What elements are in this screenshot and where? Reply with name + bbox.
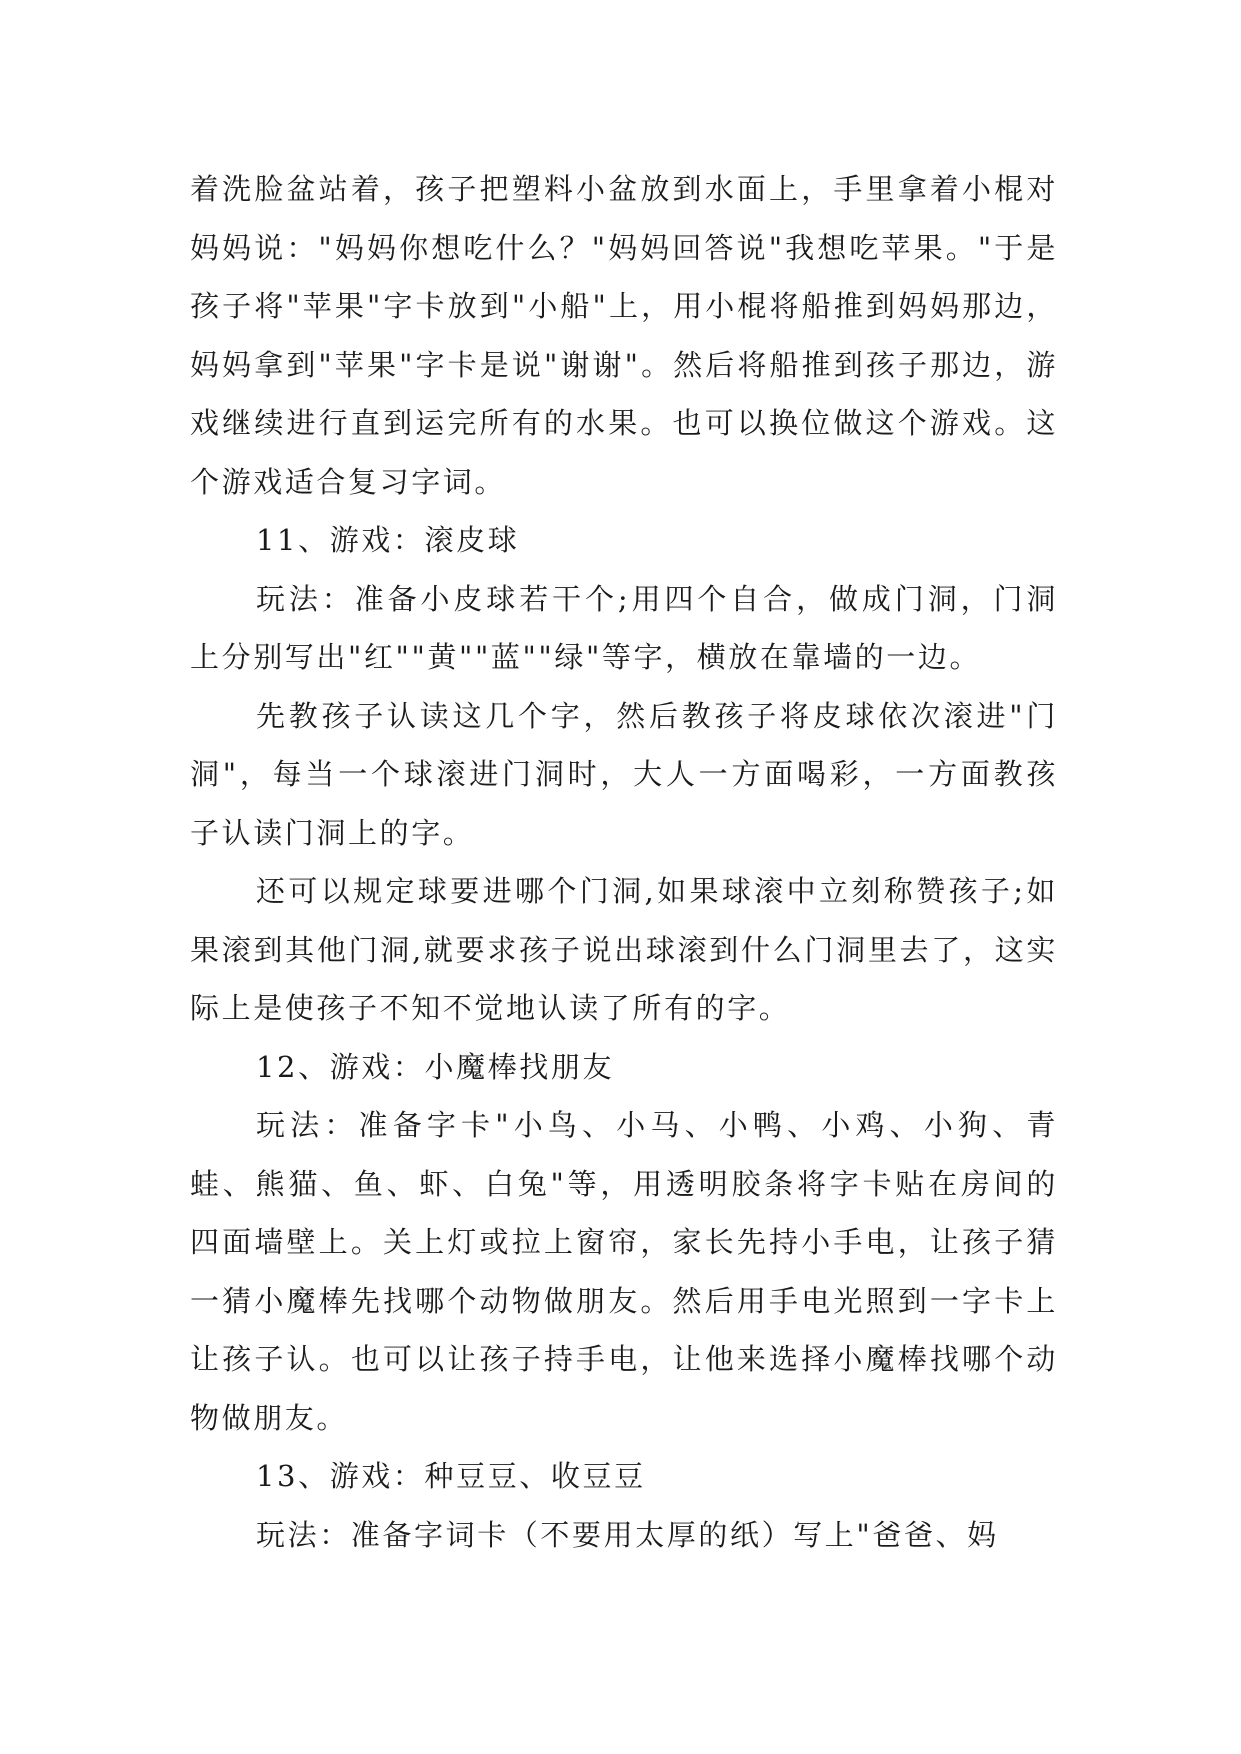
paragraph-game-12-method: 玩法：准备字卡"小鸟、小马、小鸭、小鸡、小狗、青蛙、熊猫、鱼、虾、白兔"等，用透明胶条将字卡贴在房间的四面墙壁上。关上灯或拉上窗帘，家长先持小手电，让孩子猜一猜小魔棒先找哪个动物做朋友。然后用手电光照到一字卡上让孩子认。也可以让孩子持手电，让他来选择小魔棒找哪个动物做朋友。 [190,1108,1058,1435]
document-body [190,160,1058,1564]
paragraph-game-13-method: 玩法：准备字词卡（不要用太厚的纸）写上"爸爸、妈 [256,1517,999,1552]
heading-game-11: 11、游戏：滚皮球 [256,523,520,557]
paragraph-game-11-method: 玩法：准备小皮球若干个;用四个自合，做成门洞，门洞上分别写出"红""黄""蓝""绿"等字，横放在靠墙的一边。 [190,581,1058,674]
paragraph-continued-game-description: 着洗脸盆站着，孩子把塑料小盆放到水面上，手里拿着小棍对妈妈说："妈妈你想吃什么？"妈妈回答说"我想吃苹果。"于是孩子将"苹果"字卡放到"小船"上，用小棍将船推到妈妈那边，妈妈拿到"苹果"字卡是说"谢谢"。然后将船推到孩子那边，游戏继续进行直到运完所有的水果。也可以换位做这个游戏。这个游戏适合复习字词。 [190,172,1058,499]
heading-game-13: 13、游戏：种豆豆、收豆豆 [256,1459,646,1493]
heading-game-12: 12、游戏：小魔棒找朋友 [256,1049,615,1084]
paragraph-game-11-teaching: 先教孩子认读这几个字，然后教孩子将皮球依次滚进"门洞"，每当一个球滚进门洞时，大人一方面喝彩，一方面教孩子认读门洞上的字。 [190,698,1058,850]
paragraph-game-11-variation: 还可以规定球要进哪个门洞,如果球滚中立刻称赞孩子;如果滚到其他门洞,就要求孩子说出球滚到什么门洞里去了，这实际上是使孩子不知不觉地认读了所有的字。 [190,874,1058,1025]
